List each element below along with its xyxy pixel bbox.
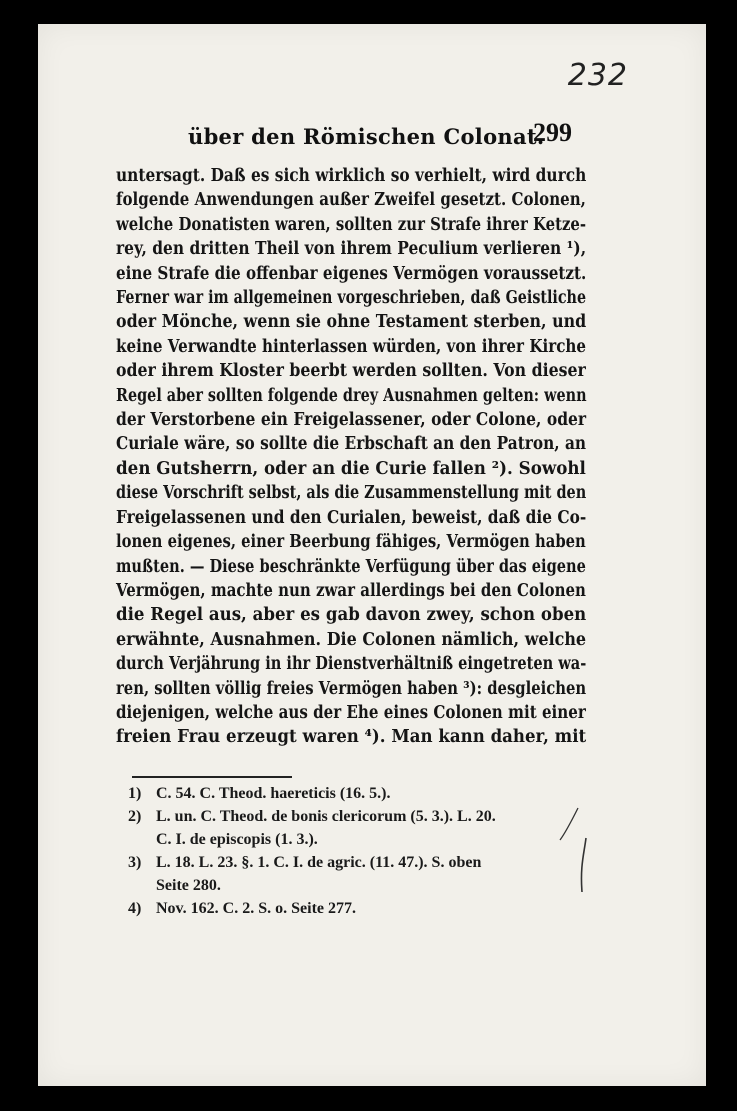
footnote-text: L. un. C. Theod. de bonis clericorum (5. 3.). L. 20.: [156, 808, 496, 825]
text-line: untersagt. Daß es sich wirklich so verhielt, wird durch: [116, 166, 587, 186]
footnote-divider: [132, 776, 292, 778]
footnote-continuation: [128, 874, 598, 897]
text-line: keine Verwandte hinterlassen würden, von ihrer Kirche: [116, 336, 587, 357]
running-header-title: über den Römischen Colonat.: [188, 124, 545, 149]
pencil-mark-icon: [558, 836, 598, 896]
text-line: oder Mönche, wenn sie ohne Testament sterben, und: [116, 312, 587, 333]
footnote-number: 4): [128, 900, 142, 917]
footnote: [128, 851, 598, 874]
footnote-text: C. 54. C. Theod. haereticis (16. 5.).: [156, 785, 391, 802]
text-line: der Verstorbene ein Freigelassener, oder Colone, oder: [116, 410, 587, 431]
page-number: 299: [533, 118, 572, 147]
running-header: [188, 118, 588, 149]
footnote-text: L. 18. L. 23. §. 1. C. I. de agric. (11. 47.). S. oben: [156, 854, 482, 871]
text-line: die Regel aus, aber es gab davon zwey, schon oben: [116, 605, 587, 626]
text-line: folgende Anwendungen außer Zweifel gesetzt. Colonen,: [116, 190, 586, 211]
footnote-number: 2): [128, 808, 142, 825]
footnote: [128, 782, 598, 805]
handwritten-sheet-number: 232: [567, 58, 628, 93]
footnote-number: 3): [128, 854, 142, 871]
text-line: rey, den dritten Theil von ihrem Peculium verlieren ¹),: [116, 239, 587, 260]
text-line: ren, sollten völlig freies Vermögen haben ³): desgleichen: [116, 678, 587, 699]
text-line: oder ihrem Kloster beerbt werden sollten. Von dieser: [116, 361, 586, 382]
text-line: Curiale wäre, so sollte die Erbschaft an den Patron, an: [116, 434, 587, 455]
text-line: Ferner war im allgemeinen vorgeschrieben, daß Geistliche: [116, 288, 587, 309]
text-line: welche Donatisten waren, sollten zur Strafe ihrer Ketze-: [116, 214, 587, 235]
document-page: [38, 24, 706, 1086]
text-line: erwähnte, Ausnahmen. Die Colonen nämlich, welche: [116, 629, 587, 650]
text-line: Regel aber sollten folgende drey Ausnahmen gelten: wenn: [116, 385, 587, 406]
text-line: Vermögen, machte nun zwar allerdings bei den Colonen: [116, 580, 586, 601]
footnote-continuation: [128, 828, 598, 851]
text-line: mußten. — Diese beschränkte Verfügung über das eigene: [116, 556, 586, 577]
text-line: Freigelassenen und den Curialen, beweist, daß die Co-: [116, 507, 587, 528]
footnote-number: 1): [128, 785, 142, 802]
text-line: freien Frau erzeugt waren ⁴). Man kann daher, mit: [116, 727, 587, 748]
footnotes: [128, 782, 598, 920]
text-line: eine Strafe die offenbar eigenes Vermögen voraussetzt.: [116, 263, 587, 284]
text-line: durch Verjährung in ihr Dienstverhältniß eingetreten wa-: [116, 654, 587, 675]
body-text: [116, 164, 586, 750]
footnote-text: Nov. 162. C. 2. S. o. Seite 277.: [156, 900, 356, 917]
text-line: diese Vorschrift selbst, als die Zusammenstellung mit den: [116, 483, 587, 504]
text-line: den Gutsherrn, oder an die Curie fallen ²). Sowohl: [116, 458, 586, 479]
pencil-mark-icon: [556, 804, 586, 844]
footnote: [128, 897, 598, 920]
text-line: lonen eigenes, einer Beerbung fähiges, Vermögen haben: [116, 532, 586, 553]
footnote: [128, 805, 598, 828]
footnote-text: Seite 280.: [156, 877, 221, 894]
footnote-text: C. I. de episcopis (1. 3.).: [156, 831, 318, 848]
text-line: diejenigen, welche aus der Ehe eines Colonen mit einer: [116, 702, 586, 723]
